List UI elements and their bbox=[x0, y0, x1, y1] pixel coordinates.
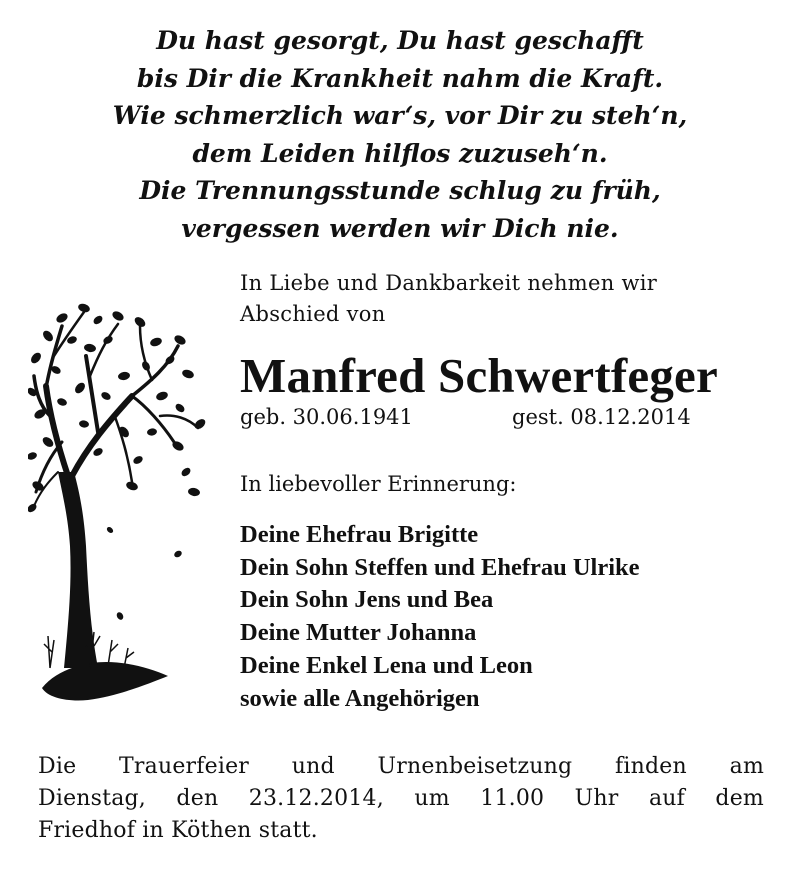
mourner-entry: Deine Mutter Johanna bbox=[240, 619, 477, 647]
birth-date: geb. 30.06.1941 bbox=[240, 405, 413, 429]
mourner-entry: Deine Enkel Lena und Leon bbox=[240, 651, 533, 679]
service-line: Friedhof in Köthen statt. bbox=[38, 818, 318, 843]
death-date: gest. 08.12.2014 bbox=[512, 405, 691, 429]
intro-line: In Liebe und Dankbarkeit nehmen wir bbox=[240, 271, 658, 295]
poem-line: vergessen werden wir Dich nie. bbox=[181, 213, 619, 243]
mourner-entry: sowie alle Angehörigen bbox=[240, 684, 480, 712]
poem-line: bis Dir die Krankheit nahm die Kraft. bbox=[136, 63, 664, 93]
intro-line: Abschied von bbox=[240, 302, 386, 326]
service-line: Die Trauerfeier und Urnenbeisetzung finden am bbox=[38, 754, 764, 779]
memorial-poem bbox=[0, 22, 800, 247]
poem-line: Wie schmerzlich war‘s, vor Dir zu steh‘n, bbox=[112, 101, 688, 130]
mourner-entry: Deine Ehefrau Brigitte bbox=[240, 521, 479, 548]
memory-label: In liebevoller Erinnerung: bbox=[240, 472, 517, 496]
funeral-service-info bbox=[38, 751, 764, 847]
poem-line: Du hast gesorgt, Du hast geschafft bbox=[156, 26, 644, 55]
farewell-intro bbox=[240, 268, 780, 330]
tree-icon bbox=[28, 296, 208, 708]
service-line: Dienstag, den 23.12.2014, um 11.00 Uhr auf dem bbox=[38, 786, 764, 811]
mourner-entry: Dein Sohn Steffen und Ehefrau Ulrike bbox=[240, 553, 640, 581]
deceased-name: Manfred Schwertfeger bbox=[240, 348, 718, 403]
mourners-list bbox=[240, 519, 785, 715]
poem-line: Die Trennungsstunde schlug zu früh, bbox=[139, 176, 661, 205]
poem-line: dem Leiden hilflos zuzuseh‘n. bbox=[192, 138, 608, 168]
mourner-entry: Dein Sohn Jens und Bea bbox=[240, 586, 494, 614]
life-dates bbox=[240, 403, 780, 431]
